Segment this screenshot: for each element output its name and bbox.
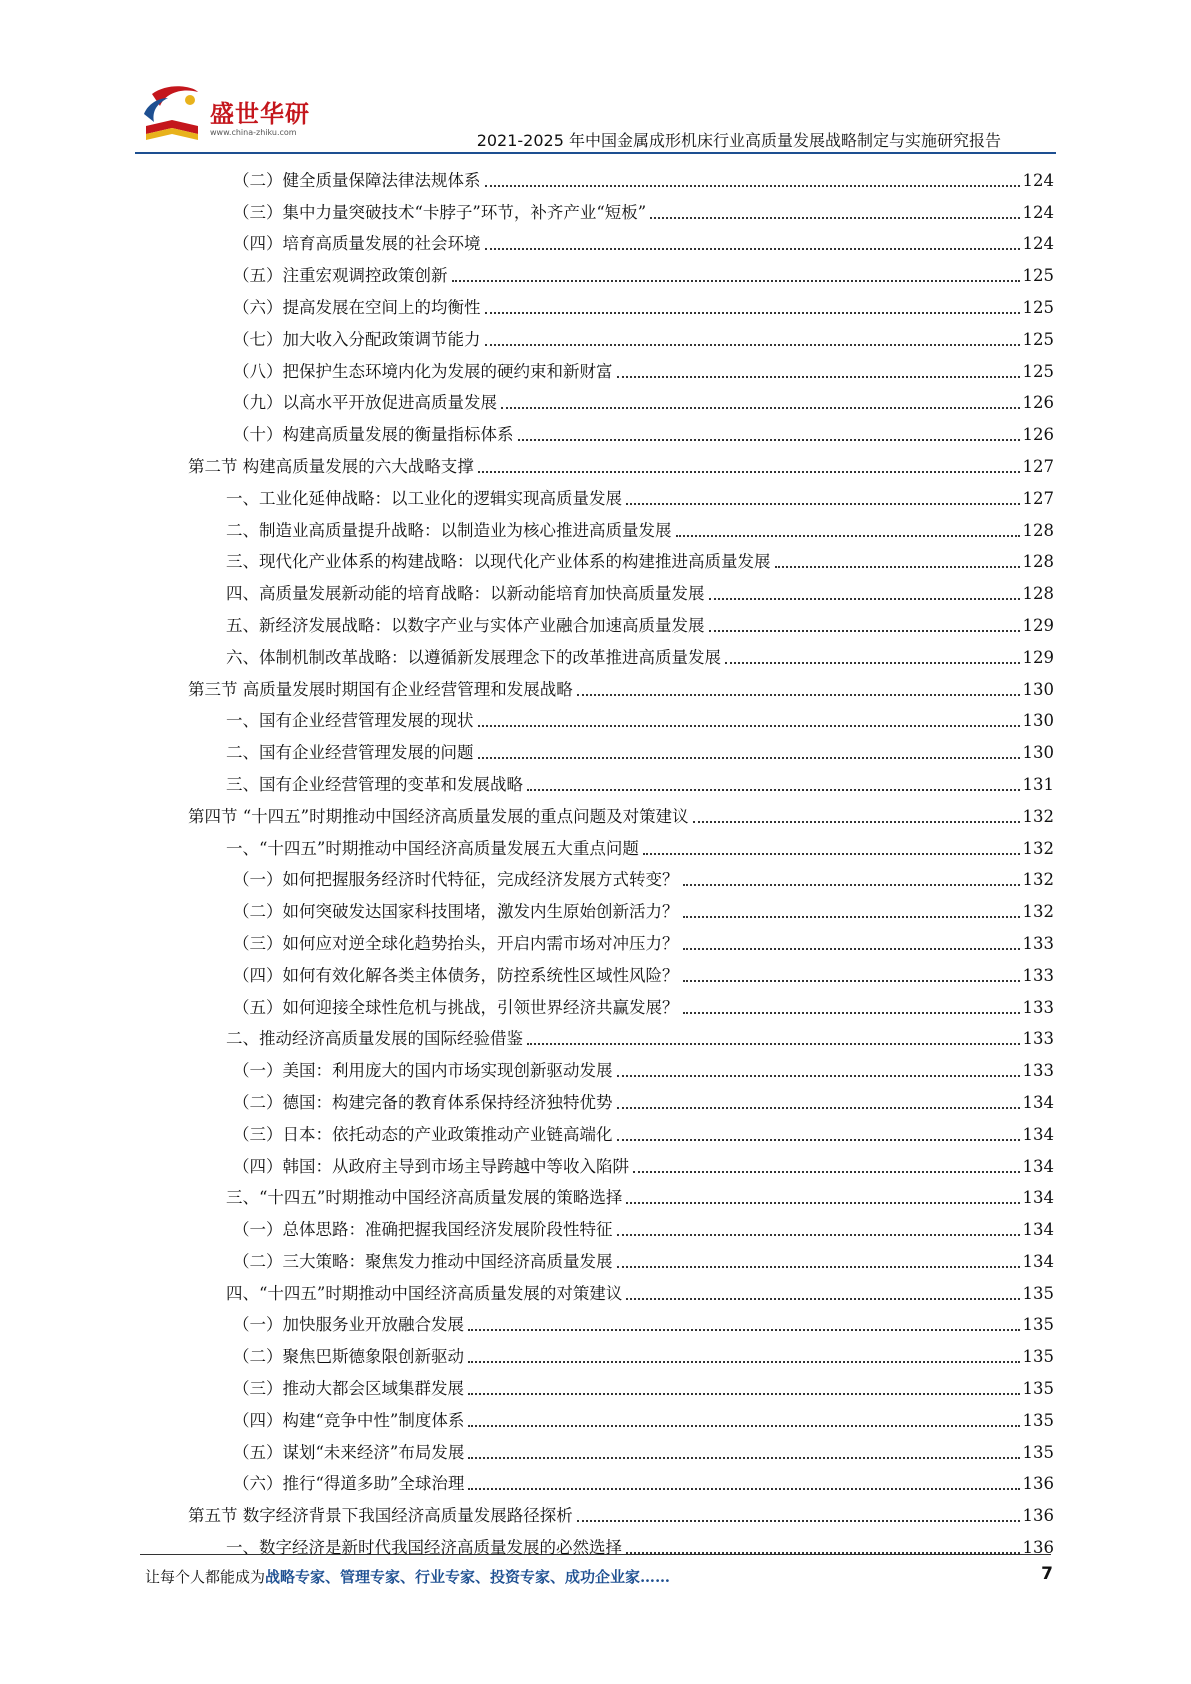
page-number: 7 [1041,1564,1053,1584]
toc-entry-label: 一、数字经济是新时代我国经济高质量发展的必然选择 [226,1538,622,1558]
toc-entry-page: 136 [1022,1474,1054,1494]
toc-dot-leader [693,821,1020,823]
toc-entry-label: （二）聚焦巴斯德象限创新驱动 [233,1347,464,1367]
toc-entry[interactable] [188,987,1054,1019]
footer-divider [140,1554,1051,1555]
toc-dot-leader [468,1425,1019,1427]
toc-entry-label: （三）推动大都会区域集群发展 [233,1379,464,1399]
toc-dot-leader [683,1012,1020,1014]
toc-entry-label: （一）美国：利用庞大的国内市场实现创新驱动发展 [233,1061,613,1081]
toc-entry-label: 第二节 构建高质量发展的六大战略支撑 [188,456,474,476]
toc-entry-page: 127 [1022,456,1054,476]
toc-entry-label: （七）加大收入分配政策调节能力 [233,329,481,349]
toc-entry-label: （二）健全质量保障法律法规体系 [233,170,481,190]
toc-entry[interactable] [188,542,1054,574]
toc-entry[interactable] [188,287,1054,319]
toc-dot-leader [683,980,1020,982]
toc-entry-label: 二、国有企业经营管理发展的问题 [226,743,474,763]
toc-dot-leader [577,694,1020,696]
table-of-contents [188,160,1054,1559]
toc-entry-label: （一）总体思路：准确把握我国经济发展阶段性特征 [233,1220,613,1240]
toc-dot-leader [452,280,1020,282]
toc-dot-leader [478,757,1020,759]
toc-entry-label: （五）谋划“未来经济”布局发展 [233,1442,465,1462]
toc-dot-leader [478,471,1020,473]
toc-dot-leader [527,789,1020,791]
toc-dot-leader [650,217,1019,219]
toc-dot-leader [527,1043,1020,1045]
toc-entry-label: （九）以高水平开放促进高质量发展 [233,393,497,413]
toc-entry-label: （四）如何有效化解各类主体债务，防控系统性区域性风险？ [233,965,679,985]
toc-entry-label: （二）三大策略：聚焦发力推动中国经济高质量发展 [233,1251,613,1271]
toc-entry[interactable] [188,701,1054,733]
toc-dot-leader [775,566,1020,568]
toc-dot-leader [468,1361,1020,1363]
toc-dot-leader [468,1329,1020,1331]
toc-entry-label: 一、“十四五”时期推动中国经济高质量发展五大重点问题 [226,838,639,858]
toc-entry-page: 126 [1022,425,1054,445]
toc-entry[interactable] [188,1146,1054,1178]
toc-dot-leader [468,1488,1019,1490]
toc-entry-page: 129 [1022,615,1054,635]
toc-entry-label: （三）如何应对逆全球化趋势抬头，开启内需市场对冲压力？ [233,933,679,953]
toc-dot-leader [617,1139,1020,1141]
toc-entry[interactable] [188,1114,1054,1146]
toc-entry-label: 一、国有企业经营管理发展的现状 [226,711,474,731]
toc-dot-leader [478,725,1020,727]
toc-entry[interactable] [188,732,1054,764]
toc-entry-label: 四、高质量发展新动能的培育战略：以新动能培育加快高质量发展 [226,584,705,604]
toc-entry-page: 124 [1022,234,1054,254]
toc-entry[interactable] [188,573,1054,605]
brand-logo [138,82,338,152]
toc-entry-page: 133 [1022,1061,1054,1081]
toc-entry-page: 134 [1022,1124,1054,1144]
toc-entry-label: 第五节 数字经济背景下我国经济高质量发展路径探析 [188,1506,573,1526]
toc-dot-leader [626,1202,1019,1204]
toc-entry-page: 124 [1022,202,1054,222]
toc-entry-label: 第四节 “十四五”时期推动中国经济高质量发展的重点问题及对策建议 [188,806,689,826]
toc-entry-page: 135 [1022,1347,1054,1367]
toc-entry[interactable] [188,1019,1054,1051]
toc-entry-page: 128 [1022,552,1054,572]
toc-entry[interactable] [188,637,1054,669]
toc-entry-label: 第三节 高质量发展时期国有企业经营管理和发展战略 [188,679,573,699]
toc-entry[interactable] [188,1400,1054,1432]
toc-entry-label: （十）构建高质量发展的衡量指标体系 [233,425,514,445]
toc-entry-page: 132 [1022,870,1054,890]
toc-dot-leader [518,439,1020,441]
toc-entry-label: （六）提高发展在空间上的均衡性 [233,297,481,317]
toc-entry-label: （二）如何突破发达国家科技围堵，激发内生原始创新活力？ [233,902,679,922]
toc-entry-page: 135 [1022,1283,1054,1303]
toc-entry[interactable] [188,891,1054,923]
toc-entry-page: 135 [1022,1442,1054,1462]
toc-entry-page: 126 [1022,393,1054,413]
toc-entry[interactable] [188,764,1054,796]
toc-entry-label: 五、新经济发展战略：以数字产业与实体产业融合加速高质量发展 [226,615,705,635]
toc-dot-leader [468,1393,1020,1395]
toc-entry-label: 一、工业化延伸战略：以工业化的逻辑实现高质量发展 [226,488,622,508]
toc-entry-page: 133 [1022,997,1054,1017]
toc-dot-leader [485,344,1020,346]
toc-entry[interactable] [188,255,1054,287]
toc-entry-label: （五）如何迎接全球性危机与挑战，引领世界经济共赢发展？ [233,997,679,1017]
toc-entry[interactable] [188,192,1054,224]
toc-dot-leader [683,948,1020,950]
toc-dot-leader [501,407,1020,409]
brand-name: 盛世华研 [210,100,310,128]
toc-entry-page: 128 [1022,520,1054,540]
toc-entry-page: 124 [1022,170,1054,190]
toc-entry-page: 134 [1022,1251,1054,1271]
toc-dot-leader [617,1234,1020,1236]
toc-entry-label: （三）集中力量突破技术“卡脖子”环节，补齐产业“短板” [233,202,647,222]
toc-entry-page: 133 [1022,1029,1054,1049]
toc-dot-leader [617,1266,1020,1268]
toc-dot-leader [626,1298,1019,1300]
slogan-prefix: 让每个人都能成为 [145,1568,266,1586]
toc-dot-leader [617,1075,1020,1077]
toc-entry-label: （五）注重宏观调控政策创新 [233,266,448,286]
toc-entry-page: 134 [1022,1188,1054,1208]
toc-entry-page: 132 [1022,838,1054,858]
toc-entry-label: （一）如何把握服务经济时代特征，完成经济发展方式转变？ [233,870,679,890]
toc-entry-page: 134 [1022,1156,1054,1176]
toc-entry[interactable] [188,1050,1054,1082]
toc-dot-leader [626,503,1020,505]
toc-entry-page: 128 [1022,584,1054,604]
toc-entry-page: 132 [1022,806,1054,826]
toc-entry[interactable] [188,478,1054,510]
toc-entry-label: （二）德国：构建完备的教育体系保持经济独特优势 [233,1092,613,1112]
toc-entry-label: （四）构建“竞争中性”制度体系 [233,1410,465,1430]
toc-entry[interactable] [188,1273,1054,1305]
toc-dot-leader [676,535,1020,537]
toc-entry-label: 三、现代化产业体系的构建战略：以现代化产业体系的构建推进高质量发展 [226,552,771,572]
toc-entry[interactable] [188,1432,1054,1464]
toc-entry-page: 132 [1022,902,1054,922]
footer-slogan [145,1566,670,1587]
toc-entry-label: （八）把保护生态环境内化为发展的硬约束和新财富 [233,361,613,381]
toc-entry[interactable] [188,1368,1054,1400]
toc-entry[interactable] [188,319,1054,351]
toc-entry[interactable] [188,351,1054,383]
toc-entry-label: （一）加快服务业开放融合发展 [233,1315,464,1335]
toc-dot-leader [617,1107,1020,1109]
toc-entry-label: 六、体制机制改革战略：以遵循新发展理念下的改革推进高质量发展 [226,647,721,667]
toc-dot-leader [709,630,1020,632]
toc-entry[interactable] [188,605,1054,637]
toc-entry[interactable] [188,510,1054,542]
toc-dot-leader [577,1520,1020,1522]
toc-entry-page: 125 [1022,329,1054,349]
toc-entry-page: 125 [1022,361,1054,381]
toc-entry-label: （六）推行“得道多助”全球治理 [233,1474,465,1494]
toc-dot-leader [468,1457,1019,1459]
toc-entry[interactable] [188,1209,1054,1241]
toc-entry-page: 135 [1022,1315,1054,1335]
toc-entry-label: （三）日本：依托动态的产业政策推动产业链高端化 [233,1124,613,1144]
toc-dot-leader [617,376,1020,378]
slogan-highlight: 战略专家、管理专家、行业专家、投资专家、成功企业家…… [265,1568,671,1586]
toc-entry-page: 130 [1022,711,1054,731]
toc-entry[interactable] [188,224,1054,256]
toc-entry-page: 136 [1022,1538,1054,1558]
toc-dot-leader [709,598,1020,600]
toc-entry-page: 130 [1022,743,1054,763]
toc-entry[interactable] [188,828,1054,860]
toc-dot-leader [633,1171,1020,1173]
toc-entry-page: 133 [1022,933,1054,953]
toc-entry-page: 130 [1022,679,1054,699]
toc-entry[interactable] [188,1464,1054,1496]
toc-dot-leader [683,916,1020,918]
toc-entry[interactable] [188,923,1054,955]
toc-entry-page: 129 [1022,647,1054,667]
book-swoosh-icon [138,84,208,146]
toc-entry-page: 125 [1022,266,1054,286]
toc-entry-label: 三、“十四五”时期推动中国经济高质量发展的策略选择 [226,1188,623,1208]
toc-entry-label: 四、“十四五”时期推动中国经济高质量发展的对策建议 [226,1283,623,1303]
toc-dot-leader [683,884,1020,886]
toc-entry-label: （四）韩国：从政府主导到市场主导跨越中等收入陷阱 [233,1156,629,1176]
toc-entry-label: （四）培育高质量发展的社会环境 [233,234,481,254]
toc-entry-page: 134 [1022,1220,1054,1240]
toc-entry-page: 135 [1022,1379,1054,1399]
toc-entry-page: 136 [1022,1506,1054,1526]
toc-entry[interactable] [188,446,1054,478]
brand-url: www.china-zhiku.com [210,128,297,137]
toc-entry[interactable] [188,1305,1054,1337]
toc-entry[interactable] [188,414,1054,446]
toc-entry-page: 125 [1022,297,1054,317]
report-title: 2021-2025 年中国金属成形机床行业高质量发展战略制定与实施研究报告 [476,131,1001,150]
toc-dot-leader [725,662,1020,664]
toc-dot-leader [485,185,1020,187]
toc-entry[interactable] [188,1241,1054,1273]
toc-dot-leader [643,853,1020,855]
toc-dot-leader [485,312,1020,314]
toc-entry[interactable] [188,860,1054,892]
toc-entry[interactable] [188,1178,1054,1210]
toc-entry[interactable] [188,383,1054,415]
toc-entry[interactable] [188,955,1054,987]
toc-dot-leader [485,248,1020,250]
toc-entry-label: 二、制造业高质量提升战略：以制造业为核心推进高质量发展 [226,520,672,540]
toc-entry-label: 三、国有企业经营管理的变革和发展战略 [226,774,523,794]
toc-entry-page: 127 [1022,488,1054,508]
toc-entry-page: 135 [1022,1410,1054,1430]
header-divider [135,152,1056,154]
toc-entry[interactable] [188,796,1054,828]
toc-entry[interactable] [188,1495,1054,1527]
toc-entry[interactable] [188,1082,1054,1114]
toc-entry[interactable] [188,669,1054,701]
toc-entry-page: 134 [1022,1092,1054,1112]
toc-entry[interactable] [188,160,1054,192]
toc-entry-page: 133 [1022,965,1054,985]
toc-entry-page: 131 [1022,774,1054,794]
toc-entry-label: 二、推动经济高质量发展的国际经验借鉴 [226,1029,523,1049]
toc-entry[interactable] [188,1336,1054,1368]
